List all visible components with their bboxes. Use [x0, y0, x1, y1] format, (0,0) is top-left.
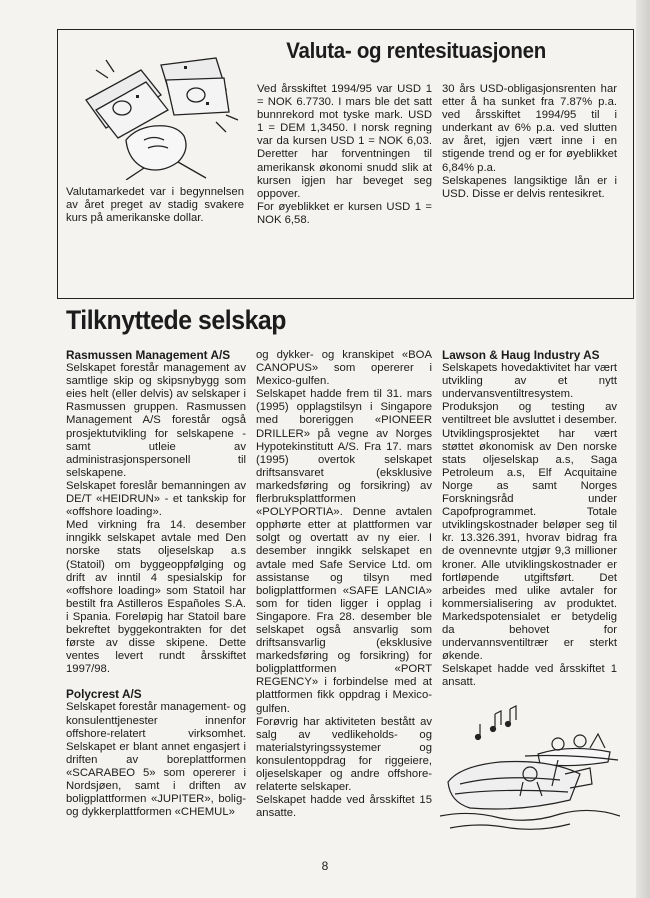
company-heading: Polycrest A/S — [66, 687, 142, 702]
associated-companies-title: Tilknyttede selskap — [66, 305, 286, 335]
currency-section-title: Valuta- og rentesituasjonen — [286, 38, 546, 63]
company-heading: Rasmussen Management A/S — [66, 348, 231, 362]
currency-column-2 — [442, 83, 617, 201]
currency-paragraph: Selskapenes langsiktige lån er i USD. Disse er delvis rentesikret. — [442, 174, 617, 200]
article-paragraph: Selskapets hovedaktivitet har vært utvikling av et nytt undervansventiltresystem. — [442, 362, 617, 401]
page-number: 8 — [321, 859, 329, 873]
article-paragraph: og dykker- og kranskipet «BOA CANOPUS» som opererer i Mexico-gulfen. — [256, 349, 432, 388]
article-column-2 — [256, 349, 432, 820]
currency-paragraph: Ved årsskiftet 1994/95 var USD 1 = NOK 6.7730. I mars ble det satt bunnrekord mot tyske mark. USD 1 = DEM 1,3450. I norsk regning var da kursen USD 1 = NOK 6,03. Deretter har forventningen til amerikansk økonomi snudd slik at kursen igjen har beveget seg oppover. — [257, 83, 432, 200]
article-column-3 — [442, 349, 617, 689]
article-paragraph: Med virkning fra 14. desember inngikk selskapet avtale med Den norske stats oljeselskap a.s (Statoil) om byggeoppfølging og drift av inntil 4 spesialskip for «offshore loading» som Statoil har bestilt fra Astilleros Españoles S.A. i Spania. Foreløpig har Statoil bare bekreftet byggekontrakten for det første av disse skipene. Dette ventes levert rundt årsskiftet 1997/98. — [66, 519, 246, 676]
currency-paragraph: For øyeblikket er kursen USD 1 = NOK 6,58. — [257, 200, 432, 226]
currency-paragraph: 30 års USD-obligasjonsrenten har etter å ha sunket fra 7.87% p.a. ved årsskiftet 1994/95 til i underkant av 6% p.a. ved slutten av året, igjen vært inne i en stigende trend og er for øyeblikket 6,84% p.a. — [442, 83, 617, 174]
article-paragraph: Selskapet hadde frem til 31. mars (1995) opplagstilsyn i Singapore med boreriggen «PIONEER DRILLER» på vegne av Norges Hypotekinstitutt A/S. Fra 17. mars (1995) overtok selskapet driftsansvaret (eksklusive markedsføring og forsikring) av flerbruksplattformen «POLYPORTIA». Denne avtalen opphørte etter at plattformen var solgt og overtatt av ny eier. I desember inngikk selskapet en avtale med Safe Service Ltd. om assistanse og tilsyn med boligplattformen «SAFE LANCIA» som for tiden ligger i opplag i Singapore. Fra 28. desember ble selskapet også ansvarlig som driftsansvarlig (eksklusive markedsføring og forsikring) for boligplattformen «PORT REGENCY» i forbindelse med at plattformen fikk oppdrag i Mexico-gulfen. — [256, 388, 432, 715]
article-paragraph: Forøvrig har aktiviteten bestått av salg av vedlikeholds- og materialstyringssystemer og konsulentoppdrag for riggeiere, oljeselskaper og andre offshore-relaterte selskaper. — [256, 715, 432, 794]
article-paragraph: Selskapet foreslår bemanningen av DE/T «HEIDRUN» - et tankskip for «offshore loading». — [66, 479, 246, 519]
article-paragraph: Selskapet hadde ved årsskiftet 1 ansatt. — [442, 663, 617, 689]
article-paragraph: Selskapet hadde ved årsskiftet 15 ansatte. — [256, 794, 432, 820]
page-edge — [636, 0, 650, 898]
currency-column-1 — [257, 83, 432, 227]
money-hand-illustration — [66, 40, 246, 180]
article-paragraph: Produksjon og testing av ventiltreet ble avsluttet i desember. Utviklingsprosjektet har vært støttet økonomisk av Den norske stats oljeselskap a.s, Saga Petroleum a.s, Elf Acquitaine Norge as samt Norges Forskningsråd under Capofprogrammet. Totale utviklingskostnader beløper seg til kr. 13.326.391, hvorav bidrag fra de ovennevnte utgjør 9,3 millioner kroner. Alle utviklingskostnader er fortløpende utgiftsført. Det arbeides med ulike avtaler for kommersialisering av produktet. Markedspotensialet er betydelig da behovet for undervannsventiltrær er sterkt økende. — [442, 401, 617, 663]
article-column-1 — [66, 349, 246, 819]
boat-cartoon-illustration — [440, 704, 620, 834]
article-paragraph: Selskapet forestår management- og konsulenttjenester innenfor offshore-relatert virksomhet. Selskapet er blant annet engasjert i driften av boreplattformen «SCARABEO 5» som opererer i Nordsjøen, samt i driften av boligplattformen «JUPITER», bolig- og dykkerplattformen «CHEMUL» — [66, 701, 246, 819]
currency-illustration-caption: Valutamarkedet var i begynnelsen av året preget av stadig svakere kurs på amerikanske dollar. — [66, 186, 244, 225]
article-paragraph: Selskapet forestår management av samtlige skip og skipsnybygg som eies helt (eller delvis) av selskaper i Rasmussen gruppen. Rasmussen Management A/S forestår også prosjektutvikling for selskapene - samt utleie av administrasjonspersonell til selskapene. — [66, 362, 246, 479]
company-heading: Lawson & Haug Industry AS — [442, 348, 600, 362]
